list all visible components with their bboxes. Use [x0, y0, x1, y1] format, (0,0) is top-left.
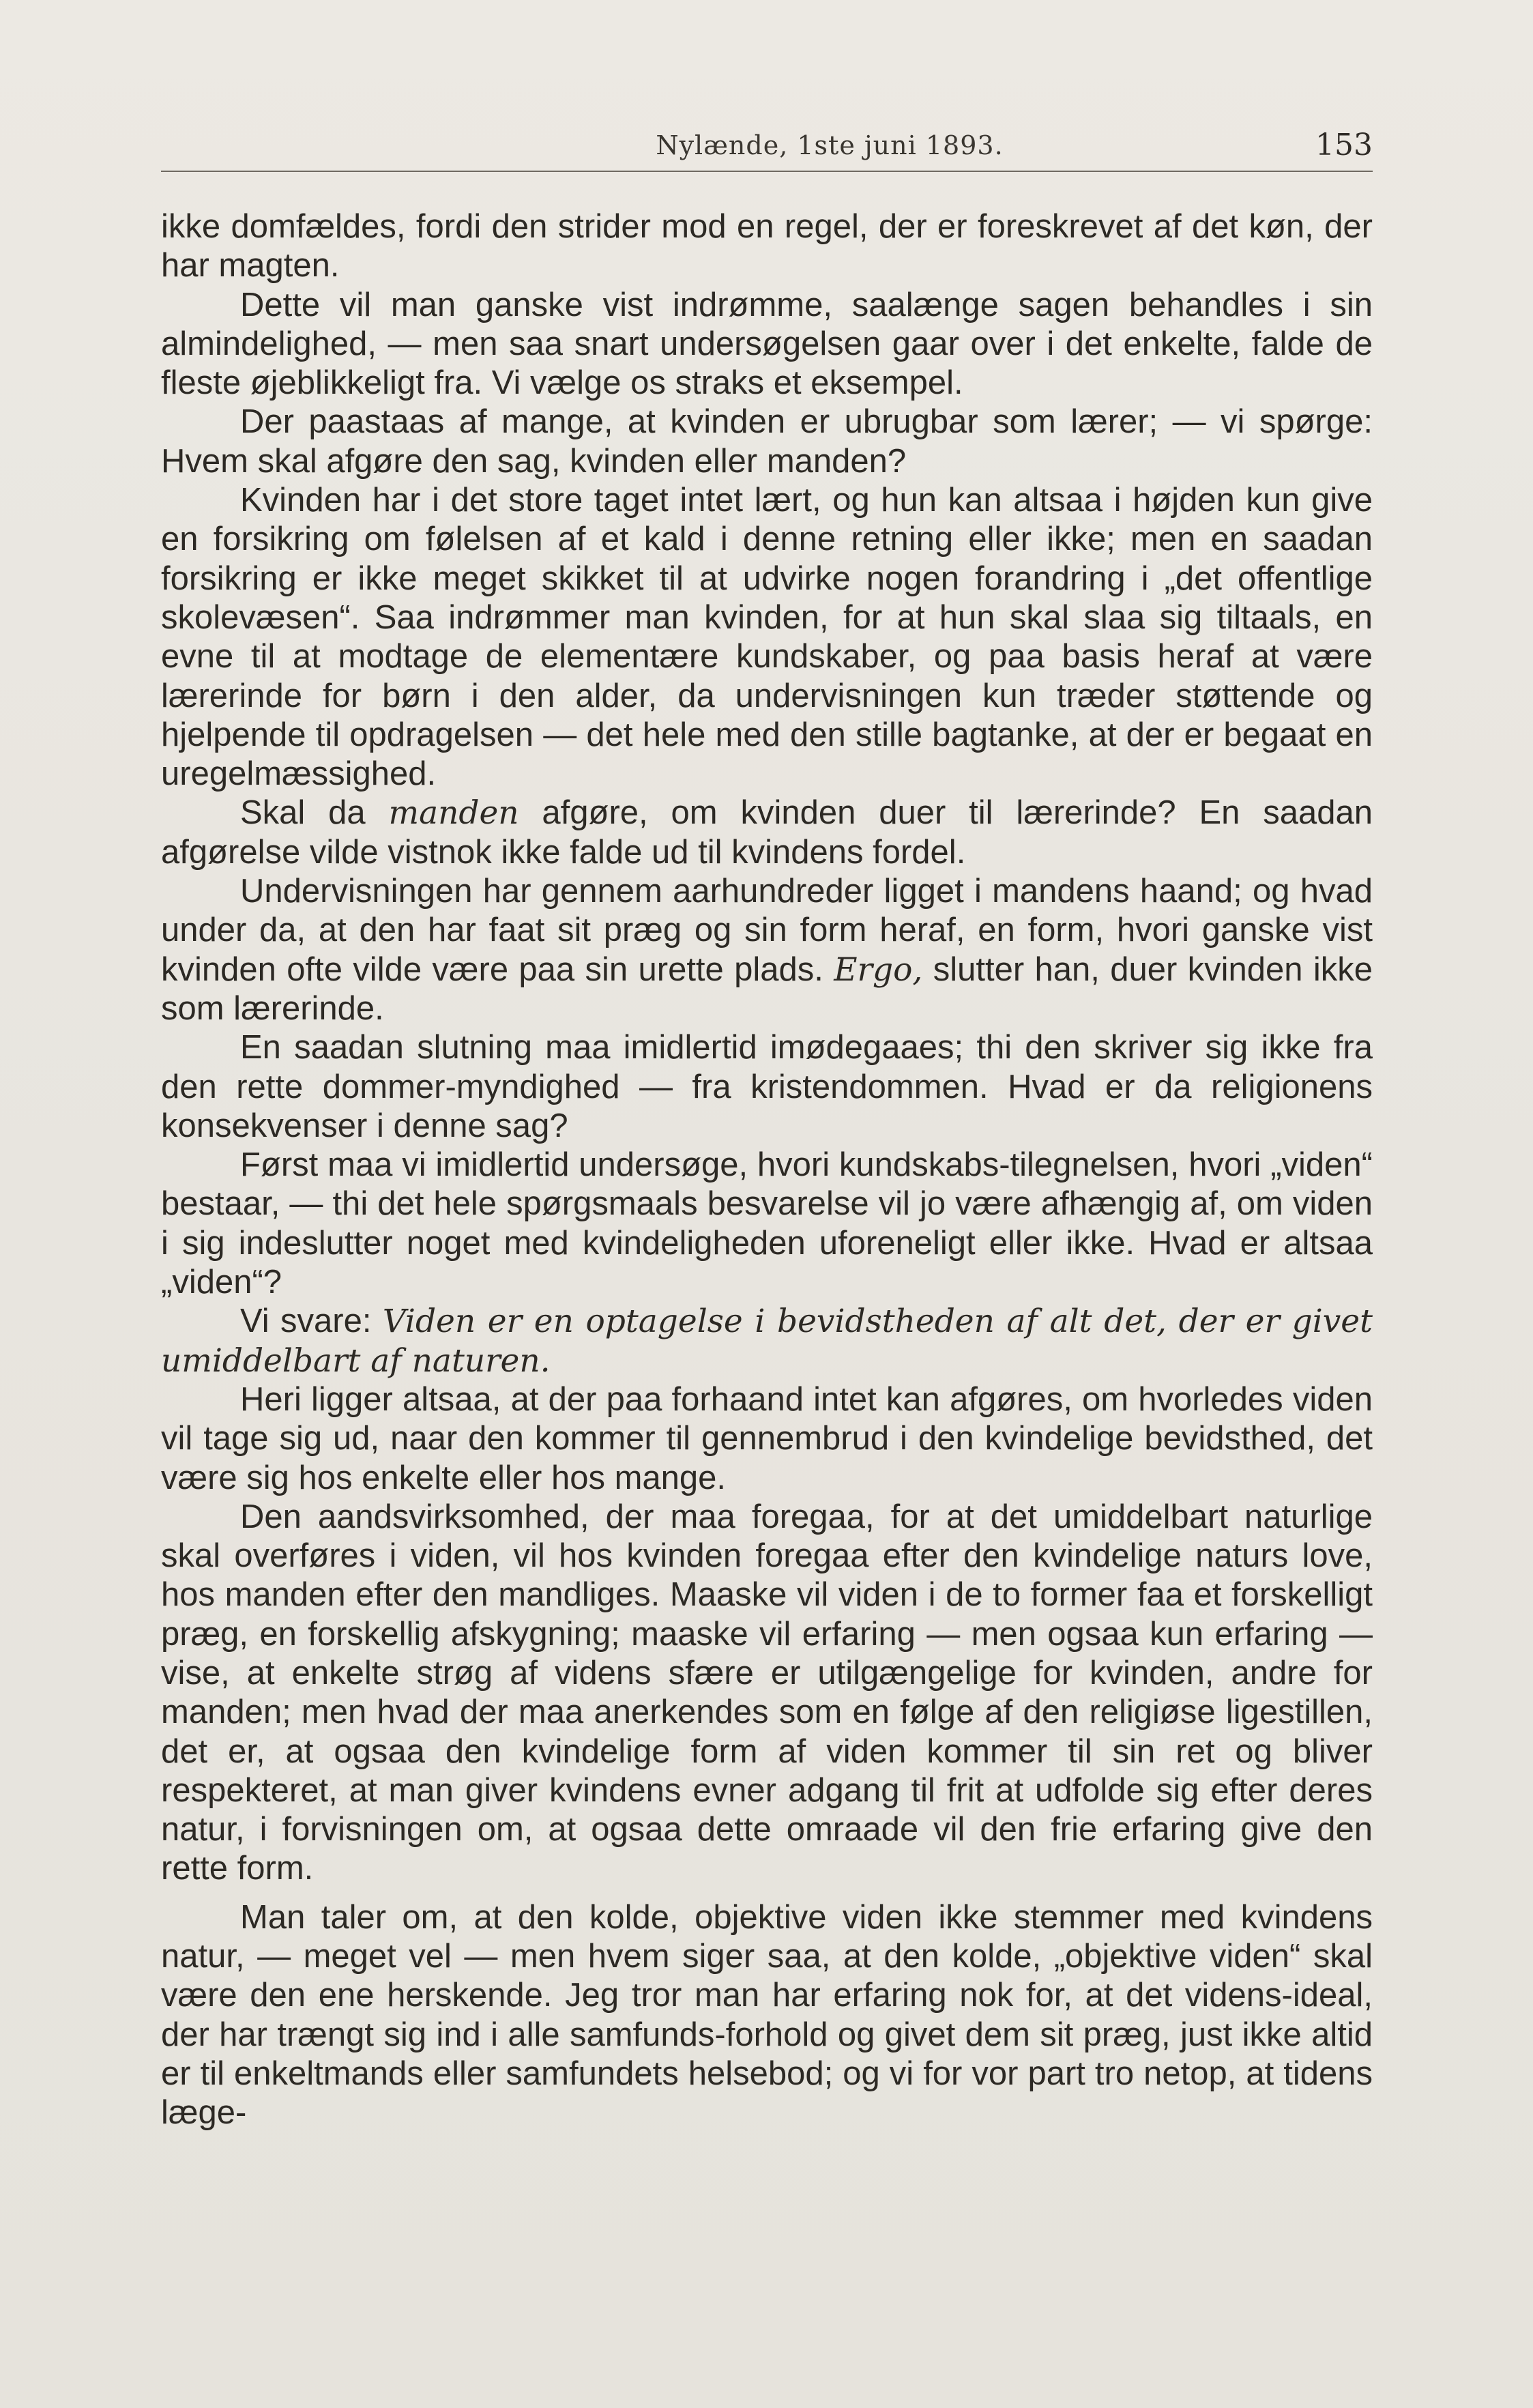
paragraph: [161, 794, 1373, 872]
text-run: Vi svare:: [240, 1303, 383, 1340]
text-run: Der paastaas af mange, at kvinden er ubrugbar som lærer; — vi spørge: Hvem skal afgøre den sag, kvinden eller manden?: [161, 403, 1373, 480]
running-head: Nylænde, 1ste juni 1893.: [656, 130, 1004, 160]
paragraph: [161, 1898, 1373, 2133]
paragraph: [161, 286, 1373, 403]
article-body: [161, 207, 1373, 2133]
italic-text: Viden er en optagelse i bevidstheden af alt det, der er givet umiddelbart af naturen.: [161, 1303, 1373, 1380]
text-run: Man taler om, at den kolde, objektive viden ikke stemmer med kvindens natur, — meget vel — men hvem siger saa, at den kolde, „objektive viden“ skal være den ene herskende. Jeg tror man har erfaring nok for, at det videns-ideal, der har trængt sig ind i alle samfunds-forhold og givet dem sit præg, just ikke altid er til enkeltmands eller samfundets helsebod; og vi for vor part tro netop, at tidens læge-: [161, 1898, 1373, 2132]
text-run: En saadan slutning maa imidlertid imødegaaes; thi den skriver sig ikke fra den rette dommer-myndighed — fra kristendommen. Hvad er da religionens konsekvenser i denne sag?: [161, 1029, 1373, 1144]
text-run: Kvinden har i det store taget intet lært, og hun kan altsaa i højden kun give en forsikring om følelsen af et kald i denne retning eller ikke; men en saadan forsikring er ikke meget skikket til at udvirke nogen forandring i „det offentlige skolevæsen“. Saa indrømmer man kvinden, for at hun skal slaa sig tiltaals, en evne til at modtage de elementære kundskaber, og paa basis heraf at være lærerinde for børn i den alder, da undervisningen kun træder støttende og hjelpende til opdragelsen — det hele med den stille bagtanke, at der er begaat en uregelmæssighed.: [161, 482, 1373, 793]
text-run: slutter han, duer kvinden ikke som lærerinde.: [161, 951, 1373, 1027]
text-run: Den aandsvirksomhed, der maa foregaa, for at det umiddelbart naturlige skal overføres i viden, vil hos kvinden foregaa efter den kvindelige naturs love, hos manden efter den mandliges. Maaske vil viden i de to former faa et forskelligt præg, en forskellig afskygning; maaske vil erfaring — men ogsaa kun erfaring — vise, at enkelte strøg af videns sfære er utilgængelige for kvinden, andre for manden; men hvad der maa anerkendes som en følge af den religiøse ligestillen, det er, at ogsaa den kvindelige form af viden kommer til sin ret og bliver respekteret, at man giver kvindens evner adgang til frit at udfolde sig efter deres natur, i forvisningen om, at ogsaa dette omraade vil den frie erfaring give den rette form.: [161, 1498, 1373, 1887]
italic-text: Ergo,: [834, 951, 923, 989]
text-run: Undervisningen har gennem aarhundreder ligget i mandens haand; og hvad under da, at den har faat sit præg og sin form heraf, en form, hvori ganske vist kvinden ofte vilde være paa sin urette plads.: [161, 873, 1373, 988]
paragraph: [161, 403, 1373, 481]
paragraph: [161, 1302, 1373, 1380]
paragraph: [161, 1146, 1373, 1302]
text-run: Dette vil man ganske vist indrømme, saalænge sagen behandles i sin almindelighed, — men saa snart undersøgelsen gaar over i det enkelte, falde de fleste øjeblikkeligt fra. Vi vælge os straks et eksempel.: [161, 286, 1373, 402]
text-run: ikke domfældes, fordi den strider mod en regel, der er foreskrevet af det køn, der har magten.: [161, 208, 1373, 285]
text-run: Heri ligger altsaa, at der paa forhaand intet kan afgøres, om hvorledes viden vil tage sig ud, naar den kommer til gennembrud i den kvindelige bevidsthed, det være sig hos enkelte eller hos mange.: [161, 1380, 1373, 1496]
paragraph: [161, 207, 1373, 286]
paragraph: [161, 1380, 1373, 1498]
page-number: 153: [1315, 128, 1373, 162]
paragraph: [161, 1028, 1373, 1146]
page-header: [161, 120, 1373, 172]
text-run: Skal da: [240, 794, 389, 832]
text-run: afgøre, om kvinden duer til lærerinde? En saadan afgørelse vilde vistnok ikke falde ud til kvindens fordel.: [161, 794, 1373, 871]
paragraph: [161, 1498, 1373, 1889]
italic-text: manden: [388, 794, 519, 832]
paragraph: [161, 872, 1373, 1028]
text-run: Først maa vi imidlertid undersøge, hvori kundskabs-tilegnelsen, hvori „viden“ bestaar, — thi det hele spørgsmaals besvarelse vil jo være afhængig af, om viden i sig indeslutter noget med kvindeligheden uforeneligt eller ikke. Hvad er altsaa „viden“?: [161, 1146, 1373, 1301]
paragraph: [161, 481, 1373, 794]
